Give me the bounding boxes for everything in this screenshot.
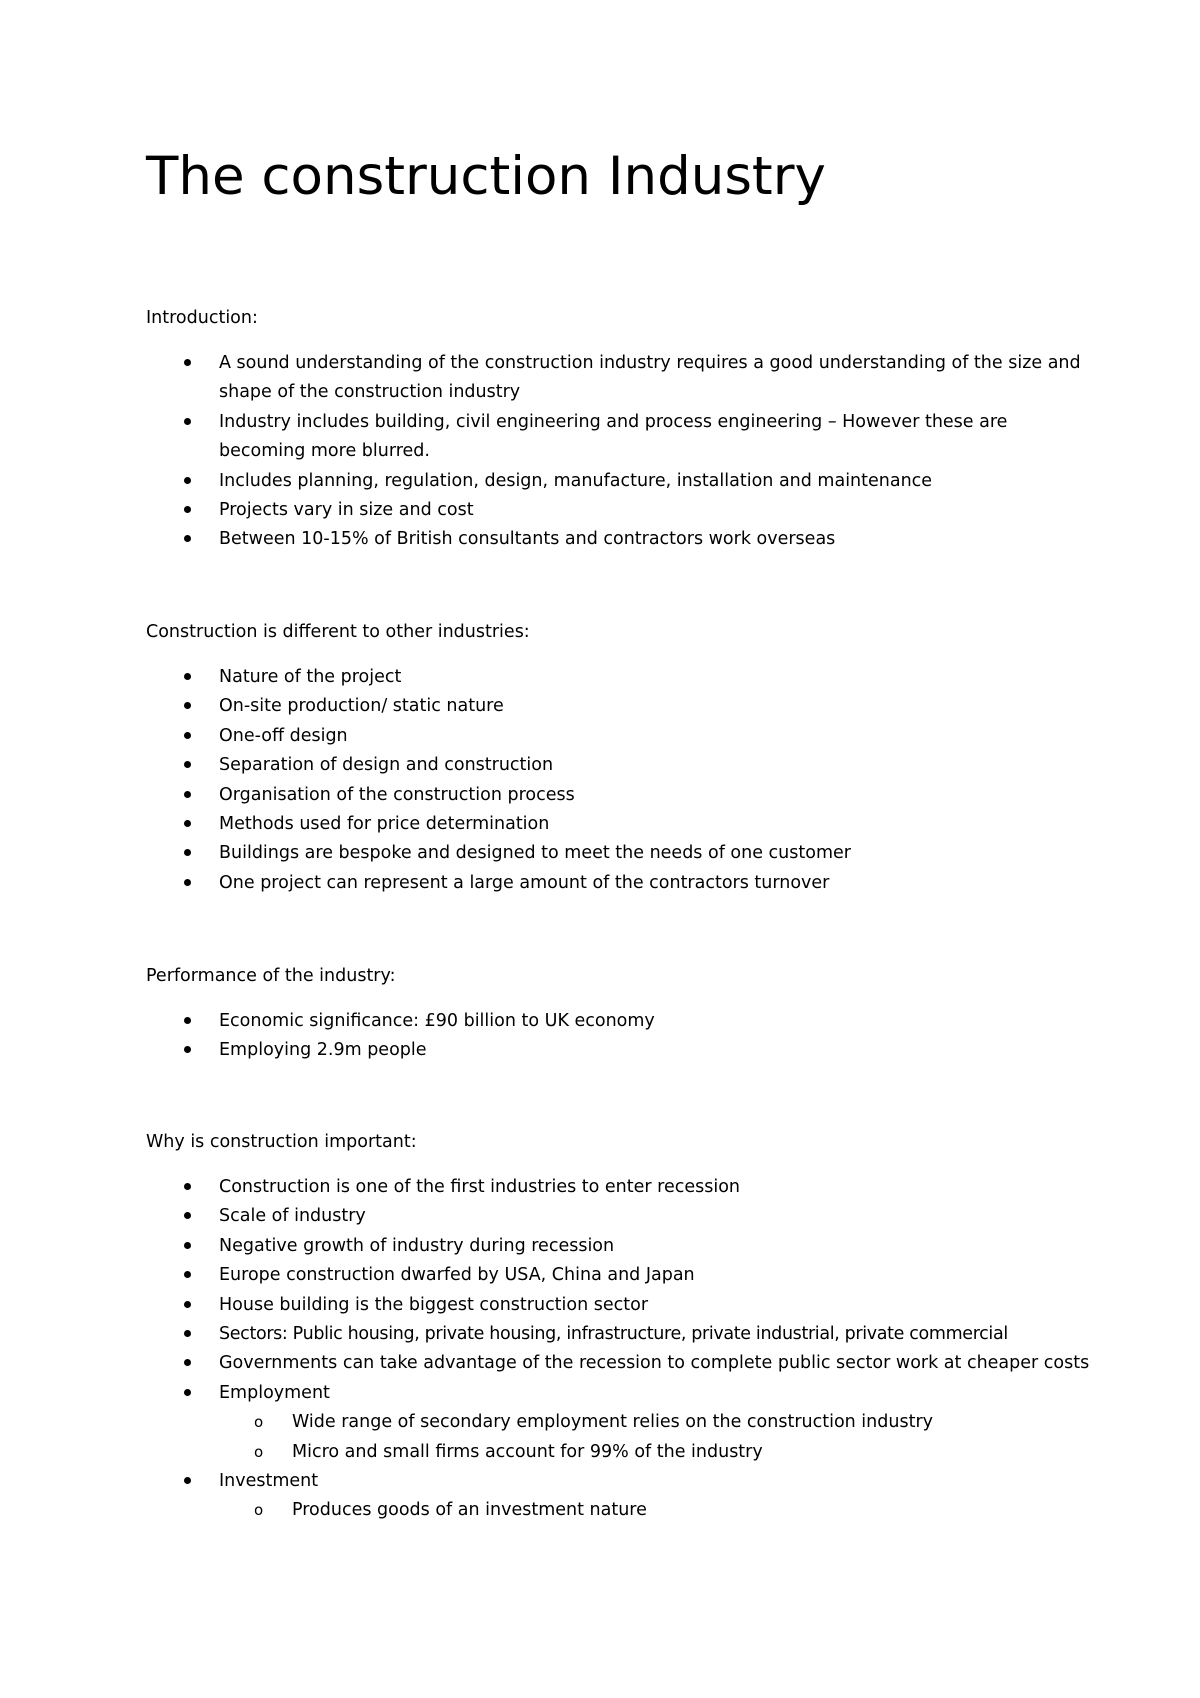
bullet-icon — [184, 1477, 191, 1484]
sub-bullet-icon: o — [254, 1442, 264, 1461]
list-item: Buildings are bespoke and designed to meet the needs of one customer — [146, 839, 1086, 868]
list-item: On-site production/ static nature — [146, 692, 1086, 721]
bullet-list — [146, 349, 1086, 555]
list-item: Industry includes building, civil engineering and process engineering – However these are becoming more blurred. — [146, 408, 1099, 467]
bullet-list — [146, 1007, 1086, 1066]
list-item: Projects vary in size and cost — [146, 496, 1086, 525]
section-heading: Why is construction important: — [146, 1132, 417, 1152]
section-heading: Introduction: — [146, 308, 258, 328]
list-item: Methods used for price determination — [146, 810, 1086, 839]
bullet-icon — [184, 791, 191, 798]
section-importance — [146, 1128, 1090, 1526]
bullet-icon — [184, 1183, 191, 1190]
sub-bullet-list — [219, 1408, 1086, 1467]
bullet-icon — [184, 506, 191, 513]
bullet-icon — [184, 1017, 191, 1024]
list-item: Nature of the project — [146, 663, 1086, 692]
sub-list-item: o Produces goods of an investment nature — [219, 1496, 1086, 1525]
bullet-icon — [184, 673, 191, 680]
bullet-icon — [184, 732, 191, 739]
bullet-icon — [184, 418, 191, 425]
list-item: Economic significance: £90 billion to UK economy — [146, 1007, 1086, 1036]
list-item: Employment o Wide range of secondary employment relies on the construction industry o Micro and small firms account for 99% of the industry — [146, 1379, 1086, 1467]
bullet-icon — [184, 702, 191, 709]
bullet-list — [146, 663, 1086, 898]
bullet-icon — [184, 477, 191, 484]
list-item: Sectors: Public housing, private housing, infrastructure, private industrial, private commercial — [146, 1320, 1086, 1349]
list-item: Between 10-15% of British consultants and contractors work overseas — [146, 525, 1086, 554]
bullet-icon — [184, 535, 191, 542]
list-item: One-off design — [146, 722, 1086, 751]
list-item: A sound understanding of the construction industry requires a good understanding of the size and shape of the construction industry — [146, 349, 1099, 408]
sub-list-item: o Wide range of secondary employment relies on the construction industry — [219, 1408, 1086, 1437]
bullet-list — [146, 1173, 1090, 1526]
bullet-icon — [184, 1330, 191, 1337]
section-introduction — [146, 304, 1086, 555]
list-item: One project can represent a large amount of the contractors turnover — [146, 869, 1086, 898]
section-performance — [146, 962, 1086, 1066]
list-item: Organisation of the construction process — [146, 781, 1086, 810]
bullet-icon — [184, 1301, 191, 1308]
bullet-icon — [184, 1242, 191, 1249]
document-title: The construction Industry — [146, 146, 826, 207]
sub-list-item: o Micro and small firms account for 99% of the industry — [219, 1438, 1086, 1467]
list-item: House building is the biggest construction sector — [146, 1291, 1086, 1320]
list-item: Construction is one of the first industries to enter recession — [146, 1173, 1086, 1202]
list-item: Separation of design and construction — [146, 751, 1086, 780]
sub-bullet-list — [219, 1496, 1086, 1525]
list-item: Employing 2.9m people — [146, 1036, 1086, 1065]
bullet-icon — [184, 1271, 191, 1278]
sub-bullet-icon: o — [254, 1413, 264, 1432]
bullet-icon — [184, 1212, 191, 1219]
bullet-icon — [184, 1046, 191, 1053]
bullet-icon — [184, 820, 191, 827]
list-item: Scale of industry — [146, 1202, 1086, 1231]
list-item: Governments can take advantage of the recession to complete public sector work at cheaper costs — [146, 1349, 1099, 1378]
list-item: Investment o Produces goods of an investment nature — [146, 1467, 1086, 1526]
sub-bullet-icon: o — [254, 1501, 264, 1520]
section-heading: Performance of the industry: — [146, 966, 396, 986]
bullet-icon — [184, 1389, 191, 1396]
bullet-icon — [184, 879, 191, 886]
section-heading: Construction is different to other industries: — [146, 622, 530, 642]
bullet-icon — [184, 849, 191, 856]
bullet-icon — [184, 1359, 191, 1366]
bullet-icon — [184, 359, 191, 366]
list-item: Europe construction dwarfed by USA, China and Japan — [146, 1261, 1086, 1290]
list-item: Negative growth of industry during recession — [146, 1232, 1086, 1261]
section-differences — [146, 618, 1086, 898]
list-item: Includes planning, regulation, design, manufacture, installation and maintenance — [146, 467, 1086, 496]
bullet-icon — [184, 761, 191, 768]
